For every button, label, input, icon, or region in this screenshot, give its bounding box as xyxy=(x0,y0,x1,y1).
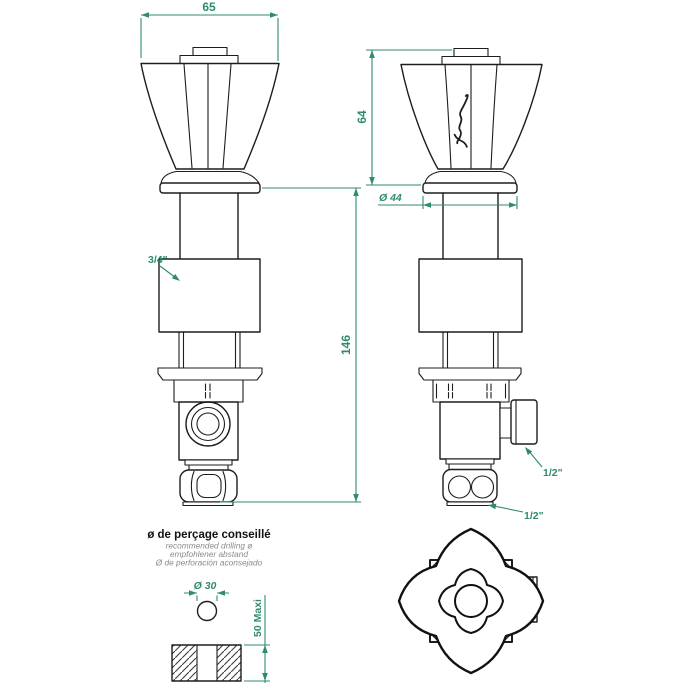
note-title: ø de perçage conseillé xyxy=(147,529,271,541)
note-subtitle-es: Ø de perforación aconsejado xyxy=(155,557,263,568)
side-outlet-cap xyxy=(511,400,537,444)
note-subtitle-en: recommended drilling ø xyxy=(165,540,253,551)
lower-stem xyxy=(179,332,240,368)
dim-flange-diameter xyxy=(378,192,517,209)
note-subtitle-de: empfohlener abstand xyxy=(170,549,248,559)
drilling-note xyxy=(147,529,270,568)
inlet-thread-label: 3/4" xyxy=(148,254,168,266)
lower-flange-side xyxy=(419,368,521,380)
cartridge-block-side xyxy=(433,380,509,402)
upper-stem xyxy=(180,193,238,259)
spindle-circle xyxy=(455,585,487,617)
drilling-detail xyxy=(172,580,270,683)
dim-30-label: Ø 30 xyxy=(193,580,217,592)
dim-44-label: Ø 44 xyxy=(379,192,402,204)
cartridge-block xyxy=(174,380,243,402)
dim-50-maxi-label: 50 Maxi xyxy=(252,599,264,637)
drill-hole-circle xyxy=(198,602,217,621)
side-view xyxy=(355,49,563,523)
knob-cap-base-side xyxy=(442,57,500,65)
valve-body-side xyxy=(419,259,522,332)
handle-top-view xyxy=(399,529,543,673)
dim-64-label: 64 xyxy=(355,110,369,124)
knob-skirt xyxy=(161,172,259,184)
base-flange-side xyxy=(423,183,517,193)
front-view xyxy=(141,0,361,506)
outlet-body-side xyxy=(440,402,500,459)
dim-max-thickness xyxy=(244,595,270,683)
knob-body xyxy=(141,64,279,170)
knob-cap-base xyxy=(180,56,238,64)
label-bottom-outlet-thread xyxy=(488,504,544,522)
knob-cap-top-side xyxy=(454,49,488,58)
side-outlet-neck xyxy=(500,408,512,438)
dim-drill-diameter xyxy=(184,580,229,601)
dim-total-height xyxy=(220,188,361,502)
valve-body xyxy=(159,259,260,332)
dim-65-label: 65 xyxy=(202,0,216,14)
upper-stem-side xyxy=(443,193,498,259)
lower-stem-side xyxy=(443,332,498,368)
label-side-outlet-thread xyxy=(525,447,563,479)
bottom-outlet-label: 1/2" xyxy=(524,510,544,522)
base-flange xyxy=(160,183,260,193)
knob-skirt-side xyxy=(425,172,516,184)
dim-146-label: 146 xyxy=(339,334,353,356)
lower-flange xyxy=(158,368,262,380)
side-outlet-label: 1/2" xyxy=(543,467,563,479)
knob-cap-top xyxy=(193,48,227,57)
